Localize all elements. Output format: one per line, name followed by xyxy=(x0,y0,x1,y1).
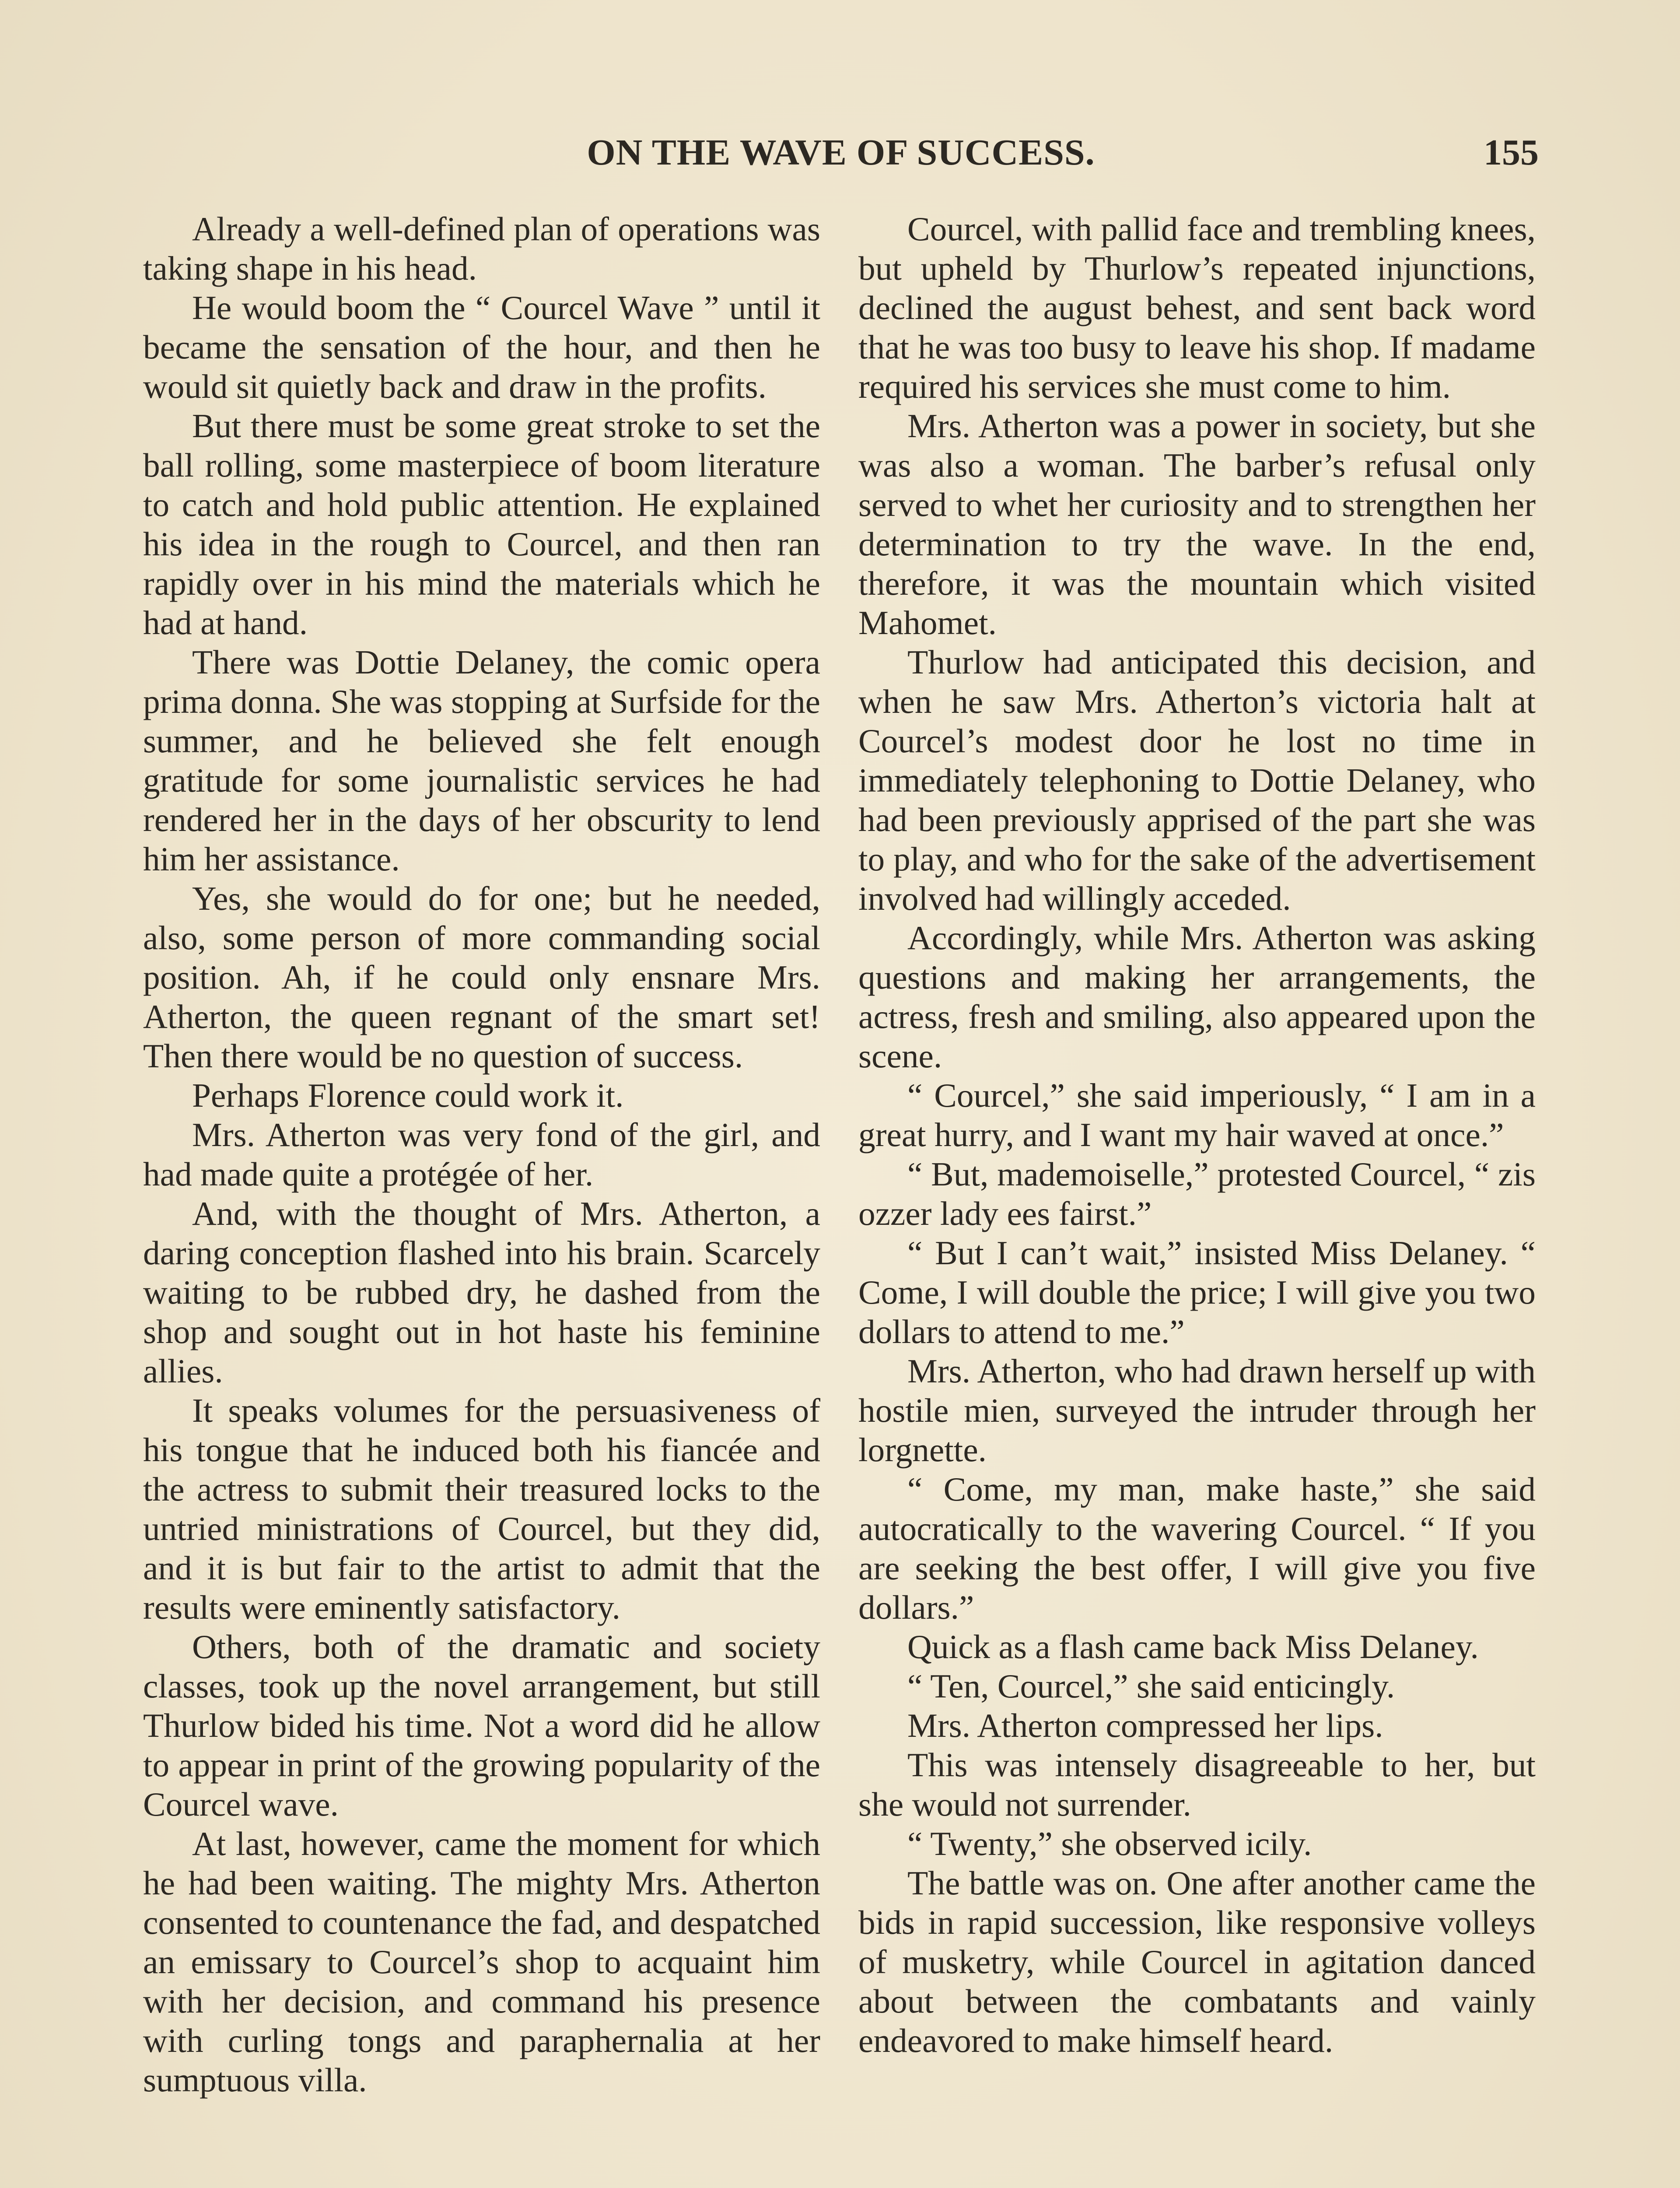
paragraph: He would boom the “ Courcel Wave ” until it became the sensation of the hour, and then he would sit quietly back and draw in the profits. xyxy=(143,289,820,405)
left-column xyxy=(143,209,820,2100)
paragraph: Perhaps Florence could work it. xyxy=(192,1076,624,1114)
paragraph: “ Come, my man, make haste,” she said autocratically to the wavering Courcel. “ If you are seeking the best offer, I will give you five dollars.” xyxy=(858,1470,1536,1626)
paragraph: Others, both of the dramatic and society classes, took up the novel arrangement, but still Thurlow bided his time. Not a word did he allow to appear in print of the growing popularity of the Courcel wave. xyxy=(143,1628,820,1823)
paragraph: Thurlow had anticipated this decision, and when he saw Mrs. Atherton’s victoria halt at Courcel’s modest door he lost no time in immediately telephoning to Dottie Delaney, who had been previously apprised of the part she was to play, and who for the sake of the advertisement involved had willingly acceded. xyxy=(858,643,1536,917)
paragraph: Mrs. Atherton, who had drawn herself up with hostile mien, surveyed the intruder through her lorgnette. xyxy=(858,1352,1536,1469)
paragraph: Courcel, with pallid face and trembling knees, but upheld by Thurlow’s repeated injunctions, declined the august behest, and sent back word that he was too busy to leave his shop. If madame required his services she must come to him. xyxy=(858,210,1536,405)
paragraph: Mrs. Atherton compressed her lips. xyxy=(907,1707,1383,1744)
running-title: ON THE WAVE OF SUCCESS. xyxy=(587,132,1095,173)
paragraph: It speaks volumes for the persuasiveness of his tongue that he induced both his fiancée and the actress to submit their treasured locks to the untried ministrations of Courcel, but they did, and it is but fair to the artist to admit that the results were eminently satisfactory. xyxy=(143,1392,820,1626)
paragraph: This was intensely disagreeable to her, but she would not surrender. xyxy=(858,1746,1536,1823)
paragraph: Already a well-defined plan of operations was taking shape in his head. xyxy=(143,210,820,287)
paragraph: There was Dottie Delaney, the comic opera prima donna. She was stopping at Surfside for the summer, and he believed she felt enough gratitude for some journalistic services he had rendered her in the days of her obscurity to lend him her assistance. xyxy=(143,643,820,878)
paragraph: “ Ten, Courcel,” she said enticingly. xyxy=(907,1667,1395,1705)
paragraph: “ But, mademoiselle,” protested Courcel, “ zis ozzer lady ees fairst.” xyxy=(858,1155,1536,1232)
paragraph: Accordingly, while Mrs. Atherton was asking questions and making her arrangements, the actress, fresh and smiling, also appeared upon the scene. xyxy=(858,919,1536,1075)
paragraph: But there must be some great stroke to set the ball rolling, some masterpiece of boom literature to catch and hold public attention. He explained his idea in the rough to Courcel, and then ran rapidly over in his mind the materials which he had at hand. xyxy=(143,407,820,642)
paragraph: At last, however, came the moment for which he had been waiting. The mighty Mrs. Atherton consented to countenance the fad, and despatched an emissary to Courcel’s shop to acquaint him with her decision, and command his presence with curling tongs and paraphernalia at her sumptuous villa. xyxy=(143,1825,820,2099)
paragraph: Yes, she would do for one; but he needed, also, some person of more commanding social position. Ah, if he could only ensnare Mrs. Atherton, the queen regnant of the smart set! Then there would be no question of success. xyxy=(143,880,820,1075)
paragraph: “ Twenty,” she observed icily. xyxy=(907,1825,1312,1862)
page-number: 155 xyxy=(1484,132,1539,173)
paragraph: Quick as a flash came back Miss Delaney. xyxy=(907,1628,1479,1666)
paragraph: “ Courcel,” she said imperiously, “ I am in a great hurry, and I want my hair waved at once.” xyxy=(858,1076,1536,1154)
running-head xyxy=(143,131,1539,179)
paragraph: The battle was on. One after another came the bids in rapid succession, like responsive volleys of musketry, while Courcel in agitation danced about between the combatants and vainly endeavored to make himself heard. xyxy=(858,1864,1536,2059)
paragraph: Mrs. Atherton was very fond of the girl, and had made quite a protégée of her. xyxy=(143,1116,820,1193)
right-column xyxy=(858,209,1536,2060)
paragraph: And, with the thought of Mrs. Atherton, a daring conception flashed into his brain. Scarcely waiting to be rubbed dry, he dashed from the shop and sought out in hot haste his feminine allies. xyxy=(143,1195,820,1390)
paragraph: “ But I can’t wait,” insisted Miss Delaney. “ Come, I will double the price; I will give you two dollars to attend to me.” xyxy=(858,1234,1536,1350)
paragraph: Mrs. Atherton was a power in society, but she was also a woman. The barber’s refusal only served to whet her curiosity and to strengthen her determination to try the wave. In the end, therefore, it was the mountain which visited Mahomet. xyxy=(858,407,1536,642)
